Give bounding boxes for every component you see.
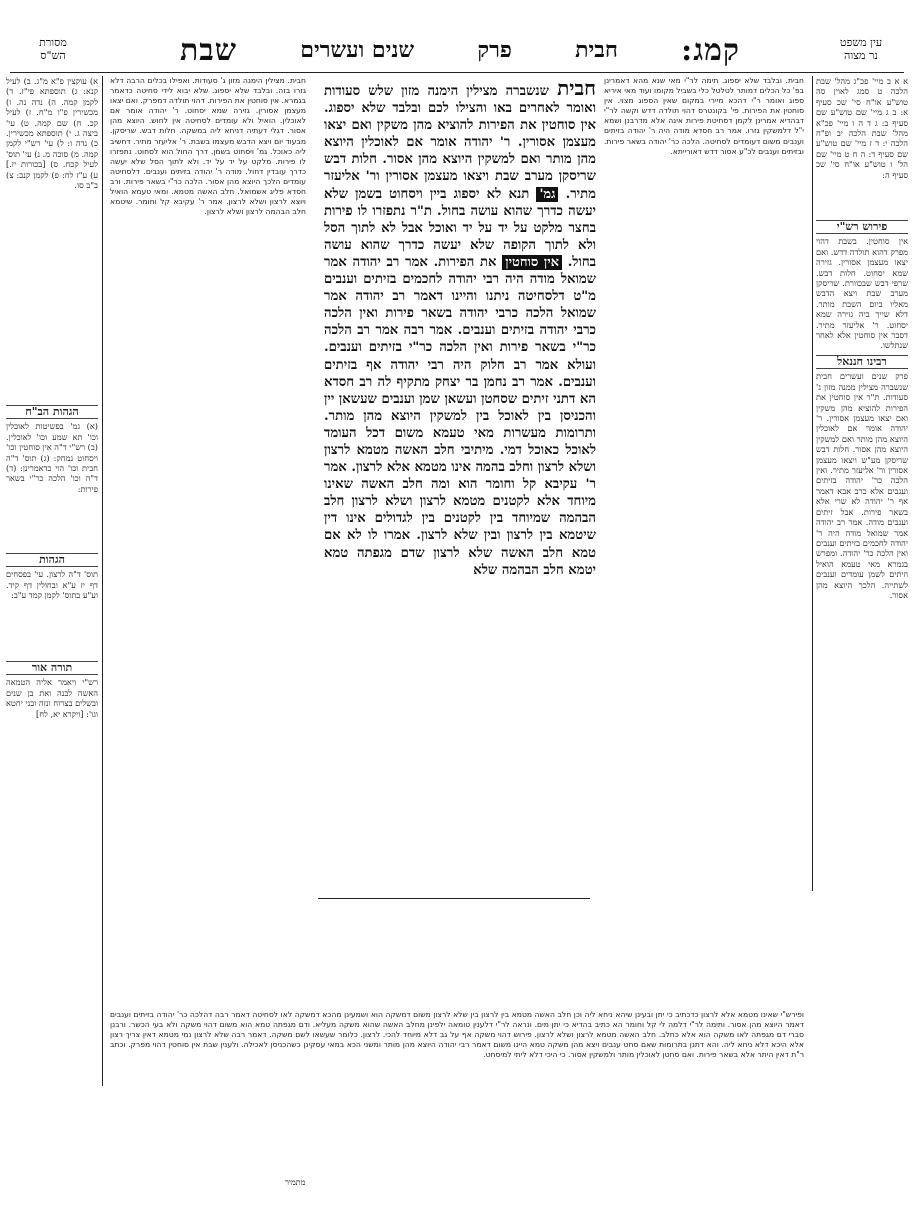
bottom-commentary [110, 1010, 804, 1170]
torah-or-column [6, 656, 98, 756]
mishna-text: שנשברה מצילין הימנה מזון שלש סעודות ואומר לאחרים באו והצילו לכם ובלבד שלא יספוג. אין סוחטין את הפירות להוציא מהן משקין ואם יצאו מעצמן אסורין. ר' יהודה אומר אם לאוכלין היוצא מהן מותר ואם למשקין היוצא מהן אסור. חלות דבש שריסקן מערב שבת ויצאו מעצמן אסורין ור' אליעזר מתיר. [324, 84, 596, 202]
main-lead-word: חבית [557, 76, 596, 100]
tosafot-right-column [604, 76, 804, 1086]
hagahot-title: הגהות [6, 553, 98, 567]
gemara-marker: גמ' [536, 187, 558, 202]
hagahot-bach-text: (א) גמ' בפשיטות לאוכלין וכו' תא שמע וכו' לאוכלין. (ב) רש"י ד"ה אין סוחטין וכו' ויסחוט נמחק: (ג) תוס' ד"ה חבית וכו' הוי כדאמרינן: (ד) ד"ה וכו' הלכה כר"י בשאר פירות: [6, 421, 98, 494]
gemara-text-2: את הפירות. אמר רב יהודה אמר שמואל מודה היה רבי יהודה לחכמים בזיתים וענבים מ"ט דלסחיטה ניתנו והיינו דאמר רב יהודה אמר שמואל הלכה כרבי יהודה בשאר פירות ואין הלכה כרבי יהודה בזיתים וענבים. אמר רבה אמר רב הלכה כר"י בשאר פירות ואין הלכה כר"י בזיתים וענבים. ועולא אמר רב חלוק היה רבי יהודה אף בזיתים וענבים. אמר רב נחמן בר יצחק מתקיף לה רב חסדא הא דתני זיתים שסחטן ועשאן שמן וענבים שעשאן יין והכניסן בין לאוכל בין למשקין היוצא מהן מותר. ותרומות מעשרות מאי טעמא משום דכל העומד לאוכל כאוכל דמי. מיתיבי חלב האשה מטמא לרצון ושלא לרצון וחלב בהמה אינו מטמא אלא לרצון. אמר ר' עקיבא קל וחומר הוא ומה חלב האשה שאינו מיוחד אלא לקטנים מטמא לרצון ושלא לרצון חלב הבהמה שמיוחד בין לקטנים בין לגדולים אינו דין שיטמא בין לרצון ובין שלא לרצון. אמרו לו לא אם טמא חלב האשה שלא לרצון שדם מגפתה טמא יטמא חלב הבהמה שלא [324, 254, 596, 578]
torah-or-text: רש"י ויאמר אליה הטמאה האשה לבנה ואת בן שנים ובשלים בצרוח ונזה ובני יחטא וגו': [ויקרא יא, לח] [6, 677, 98, 719]
header-rule [10, 72, 904, 73]
header-chapter-word: פרק [477, 37, 512, 63]
masoret-text: א) עוקצין פ"א מ"ג. ב) לעיל קנא: ג) תוספתא פי"ז. ד) לקמן קמה. ה) נדה נה. ו) מכשירין פ"ו מ"ח. ז) לעיל קכ. ח) שם קמה. ט) עי' ביצה ג. י) תוספתא מכשירין. כ) נדה ו: ל) עי' רש"י לקמן קמה. מ) סוכה מ. נ) עי' תוס' לעיל קכח. ס) [בכורות יז.] ע) ע"ז לח: פ) לקמן קנב: צ) ב"ב סו. [5, 76, 98, 191]
header-keyword: חבית [575, 37, 618, 63]
ein-mishpat-text: א א ב מיי' פכ"ג מהל' שבת הלכה ט סמג לאוין סה טוש"ע או"ח סי' שכ סעיף א: ב ג מיי' שם טוש"ע שם סעיף ב: ג ד ה ו מיי' פכ"א מהל' שבת הלכה יב ופ"ח הלכה י: ד ז מיי' שם טוש"ע שם סעיף ד: ה ח ט מיי' שם הל' ו טוש"ע או"ח סי' שכ סעיף ה: [816, 76, 908, 180]
dibbur-hamatchil-tag: אין סוחטין [502, 255, 562, 270]
catchword: מתמיר [285, 1178, 306, 1187]
gemara-column [324, 76, 597, 895]
masoret-column [6, 76, 98, 396]
hagahot-bach-title: הגהות הב"ח [6, 405, 98, 419]
gemara-text: תנא לא יספוג ביין ויסחוט בשמן שלא יעשה כדרך שהוא עושה בחול. ת"ר נתפזרו לו פירות בחצר מלקט על יד על יד ואוכל אבל לא לתוך הסל ולא לתוך הקופה שלא יעשה כדרך שהוא עושה בחול. [324, 186, 597, 270]
rashi-side-column [816, 215, 908, 351]
ein-mishpat-title: עין משפט נר מצוה [839, 36, 883, 63]
rashi-side-title: פירוש רש"י [816, 220, 908, 234]
hagahot-text: תוס' ד"ה לרצון. עי' בפסחים דף יז ע"א ובחולין דף קיד. וע"ע בתוס' לקמן קמד ע"ב: [6, 569, 98, 601]
ein-mishpat-column [816, 76, 908, 211]
page-header [180, 30, 740, 70]
right-margin-rule [812, 76, 813, 891]
gemara-bottom-rule [318, 898, 590, 899]
hagahot-column [6, 548, 98, 648]
rabbeinu-chananel-title: רבינו חננאל [816, 355, 908, 369]
rashi-left-text: חבית. מצילין הימנה מזון ג' סעודות. ואפילו בכלים הרבה דלא גזרו בזה. ובלבד שלא יספוג. שלא יבוא לידי סחיטה כדאמר בגמרא. אין סוחטין את הפירות. דהוי תולדה דמפרק. ואם יצאו מעצמן אסורין. גזירה שמא יסחוט. ר' יהודה אומר אם לאוכלין. הואיל ולא עומדים לסחיטה אין לחוש. היוצא מהן אסור. דגלי דעתיה דניחא ליה במשקה. חלות דבש. שריסקן. מבעוד יום ויצא הדבש מעצמו בשבת. ר' אליעזר מתיר. דחשיב ליה כאוכל. גמ' ויסחוט בשמן. דרך החול הוא לסחוט. נתפזרו לו פירות. מלקט על יד על יד. ולא לתוך הסל שלא יעשה כדרך עובדין דחול. מודה ר' יהודה בזיתים וענבים. דלסחיטה עומדים הלכך היוצא מהן אסור. הלכה כר"י בשאר פירות. ורב חסדא פליג אשמואל. חלב האשה מטמא. ומאי טעמא הואיל ויוצא לרצון ושלא לרצון. אמר ר' עקיבא קל וחומר. שיטמא חלב הבהמה לרצון ושלא לרצון. [110, 76, 306, 217]
rabbeinu-chananel-text: פרק שנים ועשרים חבית שנשברה מצילין ממנה מזון ג' סעודות. ת"ר אין סוחטין את הפירות להוציא מהן משקין ואם יצאו מעצמן אסורין. ר' יהודה אומר אם לאוכלין היוצא מהן מותר ואם למשקין היוצא מהן אסור. חלות דבש שריסקן מע"ש ויצאו מעצמן אסורין ור' אליעזר מתיר. ואין הלכה כר' יהודה בזיתים וענבים אלא כרב אבא דאמר אף ר' יהודה לא שרי אלא בשאר פירות. אבל זיתים וענבים מודה. אמר רב יהודה אמר שמואל מודה היה ר' יהודה לחכמים בזיתים וענבים ואין הלכה כר' יהודה. ומפרש בגמרא מאי טעמא הואיל וזיתים לשמן עומדים וענבים לשתייה. הלכך היוצא מהן אסור. [816, 371, 908, 600]
header-chapter-name: שנים ועשרים [300, 37, 415, 63]
rashi-left-column [110, 76, 306, 1086]
bottom-commentary-text: ופירש"י שאינו מטמא אלא לרצון כדכתיב כי יתן ובעינן שיהא ניחא ליה וכן חלב האשה מטמא בין לרצון בין שלא לרצון משום דמשקה הוא ושמעינן מהכא דמשקה לאו לסחיטה דאמר רבה דהלכה כר' יהודה בזיתים וענבים דאמר היוצא מהן אסור. ותימה לר"י דלמה לי קל וחומר הא כתיב בהדיא כי יתן מים. ונראה לר"י דלענין טומאה ילפינן מחלב האשה שהוא משקה מעליא. ודם מגפתה טמא הוא משום דהוי משקה ולא בעי הכשר. ורבנן סברי דם מגפתה לאו משקה הוא אלא כחלב. חלב האשה מטמא לרצון ושלא לרצון. פירוש דהוי משקה אף על גב דלא מיוחד להכי. לרצון. כלומר שעשאו לשם משקה. דאמר רבה שלא לרצון נמי מטמא דאין צריך רצון אלא היכא דלא ניחא ליה. והא דתנן בתרומות שאם סחט ענבים ויצא מהן משקה טמא היינו משום דאמר רבי יהודה היוצא מהן מותר ומשני הכא במאי עסקינן כשהכניסן לאכילה. ולענין שבת אין סוחטין דהוי מפרק. וכתב ר"ת דאין היתר אלא בשאר פירות. ואם סחטן לאוכלין מותר ולמשקין אסור. כי היכי דלא ליתי למיסחט. [110, 1010, 804, 1060]
masoret-title: מסורת הש"ס [39, 36, 67, 63]
torah-or-title: תורה אור [6, 661, 98, 675]
rashi-side-text: אין סוחטין. בשבת דהוי מפרק דהוא תולדה דדש. ואם יצאו מעצמן אסורין. גזירה שמא יסחוט. חלות דבש. שרפי דבש שבכוורת. שריסקן מערב שבת ויצא הדבש מאליו ביום השבת מותר. דלא שייך ביה גזירה שמא יסחוט. ר' אליעזר מתיר. דסבר אין סוחטין אלא לאחר שנתלשו. [816, 236, 908, 351]
daf-number: קמג: [681, 32, 740, 68]
tosafot-right-text: חבית. ובלבד שלא יספוג. תימה לר"י מאי שנא מהא דאמרינן בפ' כל הכלים דמותר לטלטל כלי בשביל מקומו ועוד מאי איריא ספוג ואומר ר"י דהכא מיירי במקום שאין הספוג מצוי. אין סוחטין את הפירות. פי' בקונטרס דהוי תולדה דדש וקשה לר"י דבהדיא אמרינן לקמן דסחיטת פירות אינה אלא מדרבנן ושמא י"ל דלמשקין גזרו. אמר רב חסדא מודה היה ר' יהודה בזיתים וענבים משום דעומדים לסחיטה. הלכה כר' יהודה בשאר פירות. ובזיתים וענבים לכ"ע אסור דדש דאורייתא. [603, 76, 804, 156]
rabbeinu-chananel-column [816, 350, 908, 890]
header-tractate: שבת [180, 32, 238, 68]
hagahot-bach-column [6, 400, 98, 540]
left-margin-rule [102, 76, 103, 1086]
